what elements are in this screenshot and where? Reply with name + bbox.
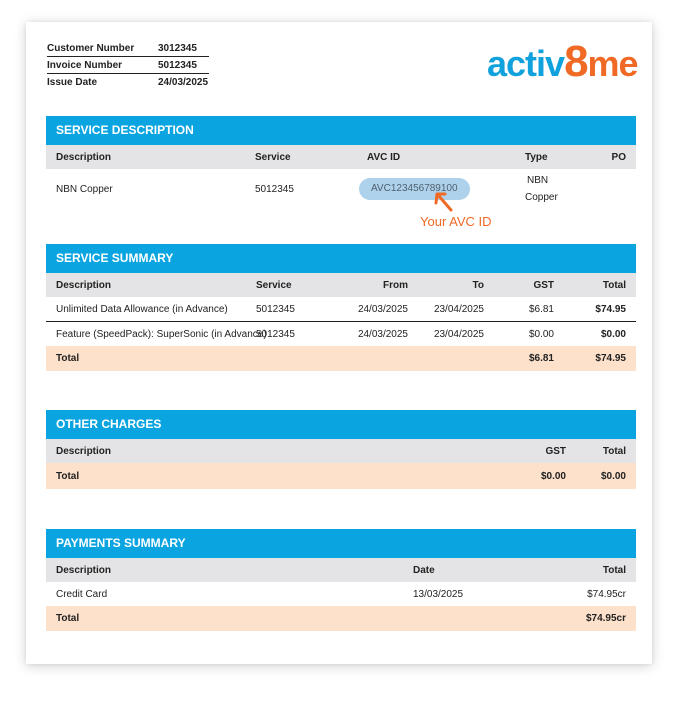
col-description: Description (56, 445, 112, 457)
total-label: Total (56, 353, 80, 364)
col-date: Date (413, 564, 435, 576)
table-row (46, 169, 636, 209)
row-date: 13/03/2025 (413, 588, 464, 600)
total-label: Total (56, 613, 80, 624)
row-to: 23/04/2025 (433, 303, 484, 315)
section-title: OTHER CHARGES (46, 410, 636, 439)
col-total: Total (602, 564, 626, 576)
issue-date-row (47, 74, 209, 90)
col-gst: GST (545, 445, 566, 457)
activ8me-logo (487, 37, 638, 86)
table-header (46, 145, 636, 169)
row-gst: $0.00 (528, 328, 554, 340)
table-row (46, 297, 636, 322)
logo-text-activ: activ (487, 43, 565, 84)
col-description: Description (56, 279, 112, 291)
service-description-section (46, 116, 636, 209)
other-charges-section (46, 410, 636, 489)
row-total: $74.95 (595, 303, 626, 315)
customer-number-value: 3012345 (158, 42, 197, 54)
row-from: 24/03/2025 (357, 303, 408, 315)
col-service: Service (255, 151, 291, 163)
row-from: 24/03/2025 (357, 328, 408, 340)
logo-text-8: 8 (564, 37, 588, 86)
total-amount: $74.95 (595, 353, 626, 364)
issue-date-label: Issue Date (47, 76, 98, 88)
col-avc: AVC ID (367, 151, 401, 163)
col-po: PO (611, 151, 626, 163)
col-service: Service (256, 279, 292, 291)
customer-number-label: Customer Number (47, 42, 135, 54)
type-line1: NBN (527, 175, 549, 186)
avc-id-callout: Your AVC ID (420, 214, 492, 229)
col-from: From (383, 279, 408, 291)
col-gst: GST (533, 279, 554, 291)
type-line2: Copper (525, 192, 558, 203)
row-total: $0.00 (600, 328, 626, 340)
row-description: Unlimited Data Allowance (in Advance) (56, 303, 228, 315)
col-description: Description (56, 564, 112, 576)
invoice-number-value: 5012345 (158, 59, 197, 71)
col-to: To (472, 279, 484, 291)
row-description: Credit Card (56, 588, 108, 600)
total-amount: $0.00 (600, 470, 626, 482)
invoice-meta (47, 40, 209, 90)
row-service: 5012345 (256, 328, 295, 340)
customer-number-row (47, 40, 209, 57)
avc-id-highlight: AVC123456789100 (359, 178, 470, 200)
service-summary-section (46, 244, 636, 371)
payments-summary-section (46, 529, 636, 631)
table-header (46, 273, 636, 297)
col-total: Total (602, 445, 626, 457)
invoice-number-row (47, 57, 209, 74)
col-description: Description (56, 151, 112, 163)
col-type: Type (525, 151, 548, 163)
total-label: Total (56, 470, 80, 482)
row-gst: $6.81 (528, 303, 554, 315)
total-row (46, 463, 636, 489)
total-row (46, 606, 636, 631)
row-to: 23/04/2025 (433, 328, 484, 340)
type-cell (515, 172, 585, 206)
invoice-number-label: Invoice Number (47, 59, 123, 71)
total-amount: $74.95cr (585, 613, 626, 624)
table-row (46, 322, 636, 346)
table-row (46, 582, 636, 606)
service-description-cell: NBN Copper (56, 183, 113, 195)
logo-text-me: me (587, 43, 638, 84)
total-gst: $6.81 (528, 353, 554, 364)
row-service: 5012345 (256, 303, 295, 315)
total-gst: $0.00 (540, 470, 566, 482)
total-row (46, 346, 636, 371)
table-header (46, 439, 636, 463)
col-total: Total (602, 279, 626, 291)
callout-arrow-icon (431, 190, 455, 214)
invoice-sheet (26, 22, 652, 664)
section-title: PAYMENTS SUMMARY (46, 529, 636, 558)
issue-date-value: 24/03/2025 (158, 76, 209, 88)
section-title: SERVICE DESCRIPTION (46, 116, 636, 145)
section-title: SERVICE SUMMARY (46, 244, 636, 273)
service-number-cell: 5012345 (255, 183, 294, 195)
table-header (46, 558, 636, 582)
row-description: Feature (SpeedPack): SuperSonic (in Advance) (56, 328, 267, 340)
row-total: $74.95cr (587, 588, 626, 600)
